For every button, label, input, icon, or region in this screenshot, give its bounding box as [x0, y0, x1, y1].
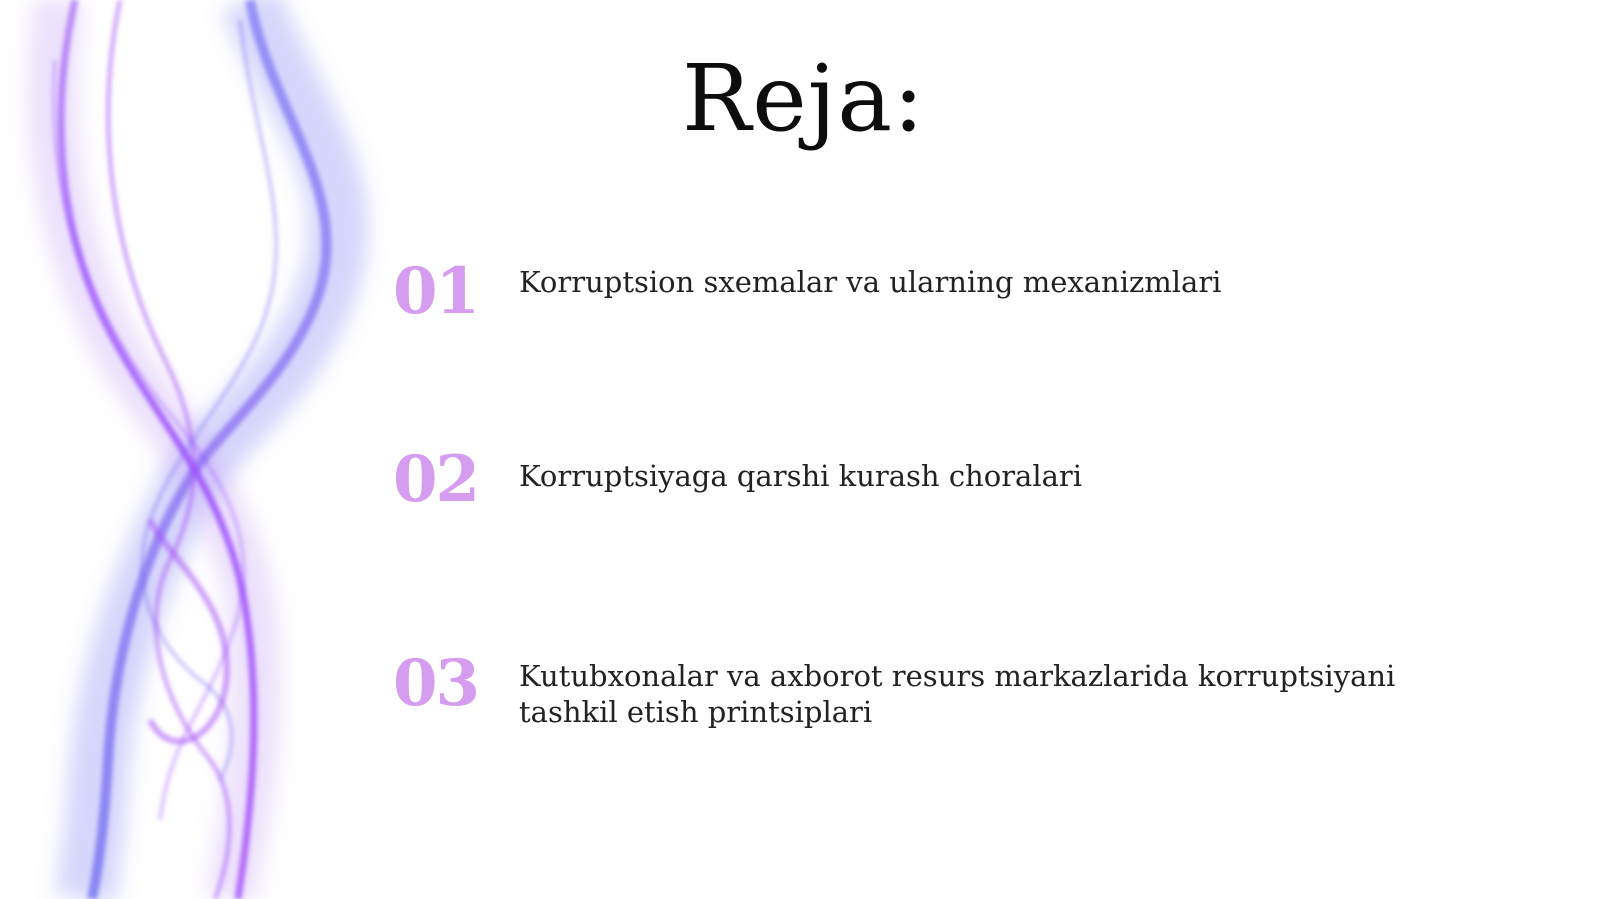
agenda-text: Kutubxonalar va axborot resurs markazlarida korruptsiyani tashkil etish printsiplari — [519, 659, 1396, 729]
agenda-number: 02 — [393, 442, 479, 517]
agenda-number: 01 — [393, 254, 479, 329]
agenda-text: Korruptsion sxemalar va ularning mexanizmlari — [519, 265, 1222, 299]
agenda-item-3 — [393, 648, 1493, 768]
agenda-item-2 — [393, 444, 1493, 564]
agenda-number: 03 — [393, 646, 479, 721]
agenda-text: Korruptsiyaga qarshi kurash choralari — [519, 459, 1083, 493]
slide-title: Reja: — [681, 45, 926, 152]
agenda-item-1 — [393, 256, 1493, 376]
